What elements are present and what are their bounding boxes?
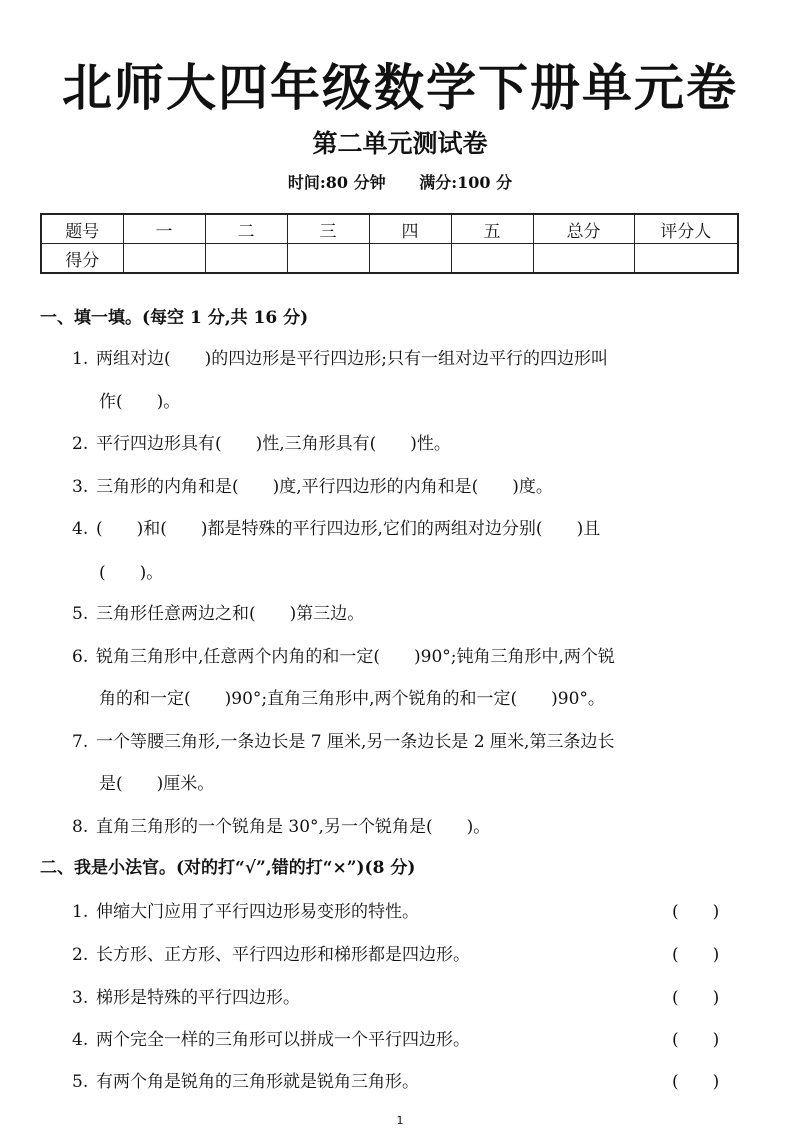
score-table bbox=[40, 213, 739, 274]
question-text: 三角形任意两边之和( )第三边。 bbox=[96, 604, 365, 624]
question-number: 4. bbox=[72, 519, 89, 539]
question-number: 3. bbox=[72, 988, 89, 1008]
section2-note: (对的打“√”,错的打“×”)(8 分) bbox=[176, 858, 416, 878]
question-6-continuation: 角的和一定( )90°;直角三角形中,两个锐角的和一定( )90°。 bbox=[99, 689, 605, 709]
score-cell[interactable] bbox=[533, 244, 634, 274]
score-cell[interactable] bbox=[205, 244, 287, 274]
question-number: 5. bbox=[72, 1072, 89, 1092]
section1-note: (每空 1 分,共 16 分) bbox=[142, 308, 309, 328]
header-cell: 题号 bbox=[41, 214, 123, 244]
question-text: 直角三角形的一个锐角是 30°,另一个锐角是( )。 bbox=[96, 817, 491, 837]
question-number: 6. bbox=[72, 647, 89, 667]
answer-bracket[interactable]: ( ) bbox=[672, 902, 720, 922]
question-text: 伸缩大门应用了平行四边形易变形的特性。 bbox=[96, 902, 419, 922]
question-2 bbox=[72, 432, 742, 456]
header-cell: 二 bbox=[205, 214, 287, 244]
question-text: 梯形是特殊的平行四边形。 bbox=[96, 988, 300, 1008]
score-cell[interactable] bbox=[634, 244, 738, 274]
question-text: 平行四边形具有( )性,三角形具有( )性。 bbox=[96, 434, 451, 454]
score-table-score-row bbox=[41, 244, 738, 274]
question-number: 4. bbox=[72, 1030, 89, 1050]
answer-bracket[interactable]: ( ) bbox=[672, 1072, 720, 1092]
score-table-header-row bbox=[41, 214, 738, 244]
header-cell: 总分 bbox=[533, 214, 634, 244]
question-number: 8. bbox=[72, 817, 89, 837]
question-number: 2. bbox=[72, 434, 89, 454]
section2-heading bbox=[40, 856, 415, 880]
question-text: 有两个角是锐角的三角形就是锐角三角形。 bbox=[96, 1072, 419, 1092]
answer-bracket[interactable]: ( ) bbox=[672, 945, 720, 965]
score-cell[interactable] bbox=[369, 244, 451, 274]
unit-subtitle: 第二单元测试卷 bbox=[312, 129, 488, 158]
section1-heading bbox=[40, 306, 308, 330]
header-cell: 一 bbox=[123, 214, 205, 244]
question-number: 3. bbox=[72, 477, 89, 497]
question-1-continuation: 作( )。 bbox=[99, 392, 181, 412]
score-cell[interactable] bbox=[451, 244, 533, 274]
question-text: 三角形的内角和是( )度,平行四边形的内角和是( )度。 bbox=[96, 477, 553, 497]
exam-info bbox=[0, 172, 800, 194]
header-cell: 评分人 bbox=[634, 214, 738, 244]
judge-question-5 bbox=[72, 1070, 742, 1094]
question-3 bbox=[72, 475, 742, 499]
section1-title: 一、填一填。 bbox=[40, 308, 142, 328]
question-7-continuation: 是( )厘米。 bbox=[99, 774, 215, 794]
question-8 bbox=[72, 815, 742, 839]
question-7 bbox=[72, 730, 742, 754]
question-text: ( )和( )都是特殊的平行四边形,它们的两组对边分别( )且 bbox=[96, 519, 601, 539]
answer-bracket[interactable]: ( ) bbox=[672, 988, 720, 1008]
judge-question-4 bbox=[72, 1028, 742, 1052]
time-limit: 时间:80 分钟 bbox=[287, 173, 386, 192]
question-number: 1. bbox=[72, 349, 89, 369]
question-1 bbox=[72, 347, 742, 371]
row-label: 得分 bbox=[41, 244, 123, 274]
judge-question-1 bbox=[72, 900, 742, 924]
question-number: 2. bbox=[72, 945, 89, 965]
question-text: 两个完全一样的三角形可以拼成一个平行四边形。 bbox=[96, 1030, 470, 1050]
answer-bracket[interactable]: ( ) bbox=[672, 1030, 720, 1050]
judge-question-2 bbox=[72, 943, 742, 967]
score-cell[interactable] bbox=[123, 244, 205, 274]
header-cell: 四 bbox=[369, 214, 451, 244]
question-5 bbox=[72, 602, 742, 626]
question-6 bbox=[72, 645, 742, 669]
question-number: 5. bbox=[72, 604, 89, 624]
question-text: 两组对边( )的四边形是平行四边形;只有一组对边平行的四边形叫 bbox=[96, 349, 608, 369]
section2-title: 二、我是小法官。 bbox=[40, 858, 176, 878]
question-4-continuation: ( )。 bbox=[99, 563, 164, 583]
page-number: 1 bbox=[396, 1114, 404, 1127]
question-number: 7. bbox=[72, 732, 89, 752]
question-4 bbox=[72, 517, 742, 541]
judge-question-3 bbox=[72, 986, 742, 1010]
question-text: 锐角三角形中,任意两个内角的和一定( )90°;钝角三角形中,两个锐 bbox=[96, 647, 615, 667]
question-number: 1. bbox=[72, 902, 89, 922]
full-score: 满分:100 分 bbox=[419, 173, 513, 192]
question-text: 一个等腰三角形,一条边长是 7 厘米,另一条边长是 2 厘米,第三条边长 bbox=[96, 732, 615, 752]
question-text: 长方形、正方形、平行四边形和梯形都是四边形。 bbox=[96, 945, 470, 965]
score-cell[interactable] bbox=[287, 244, 369, 274]
header-cell: 五 bbox=[451, 214, 533, 244]
document-title: 北师大四年级数学下册单元卷 bbox=[62, 59, 738, 117]
header-cell: 三 bbox=[287, 214, 369, 244]
